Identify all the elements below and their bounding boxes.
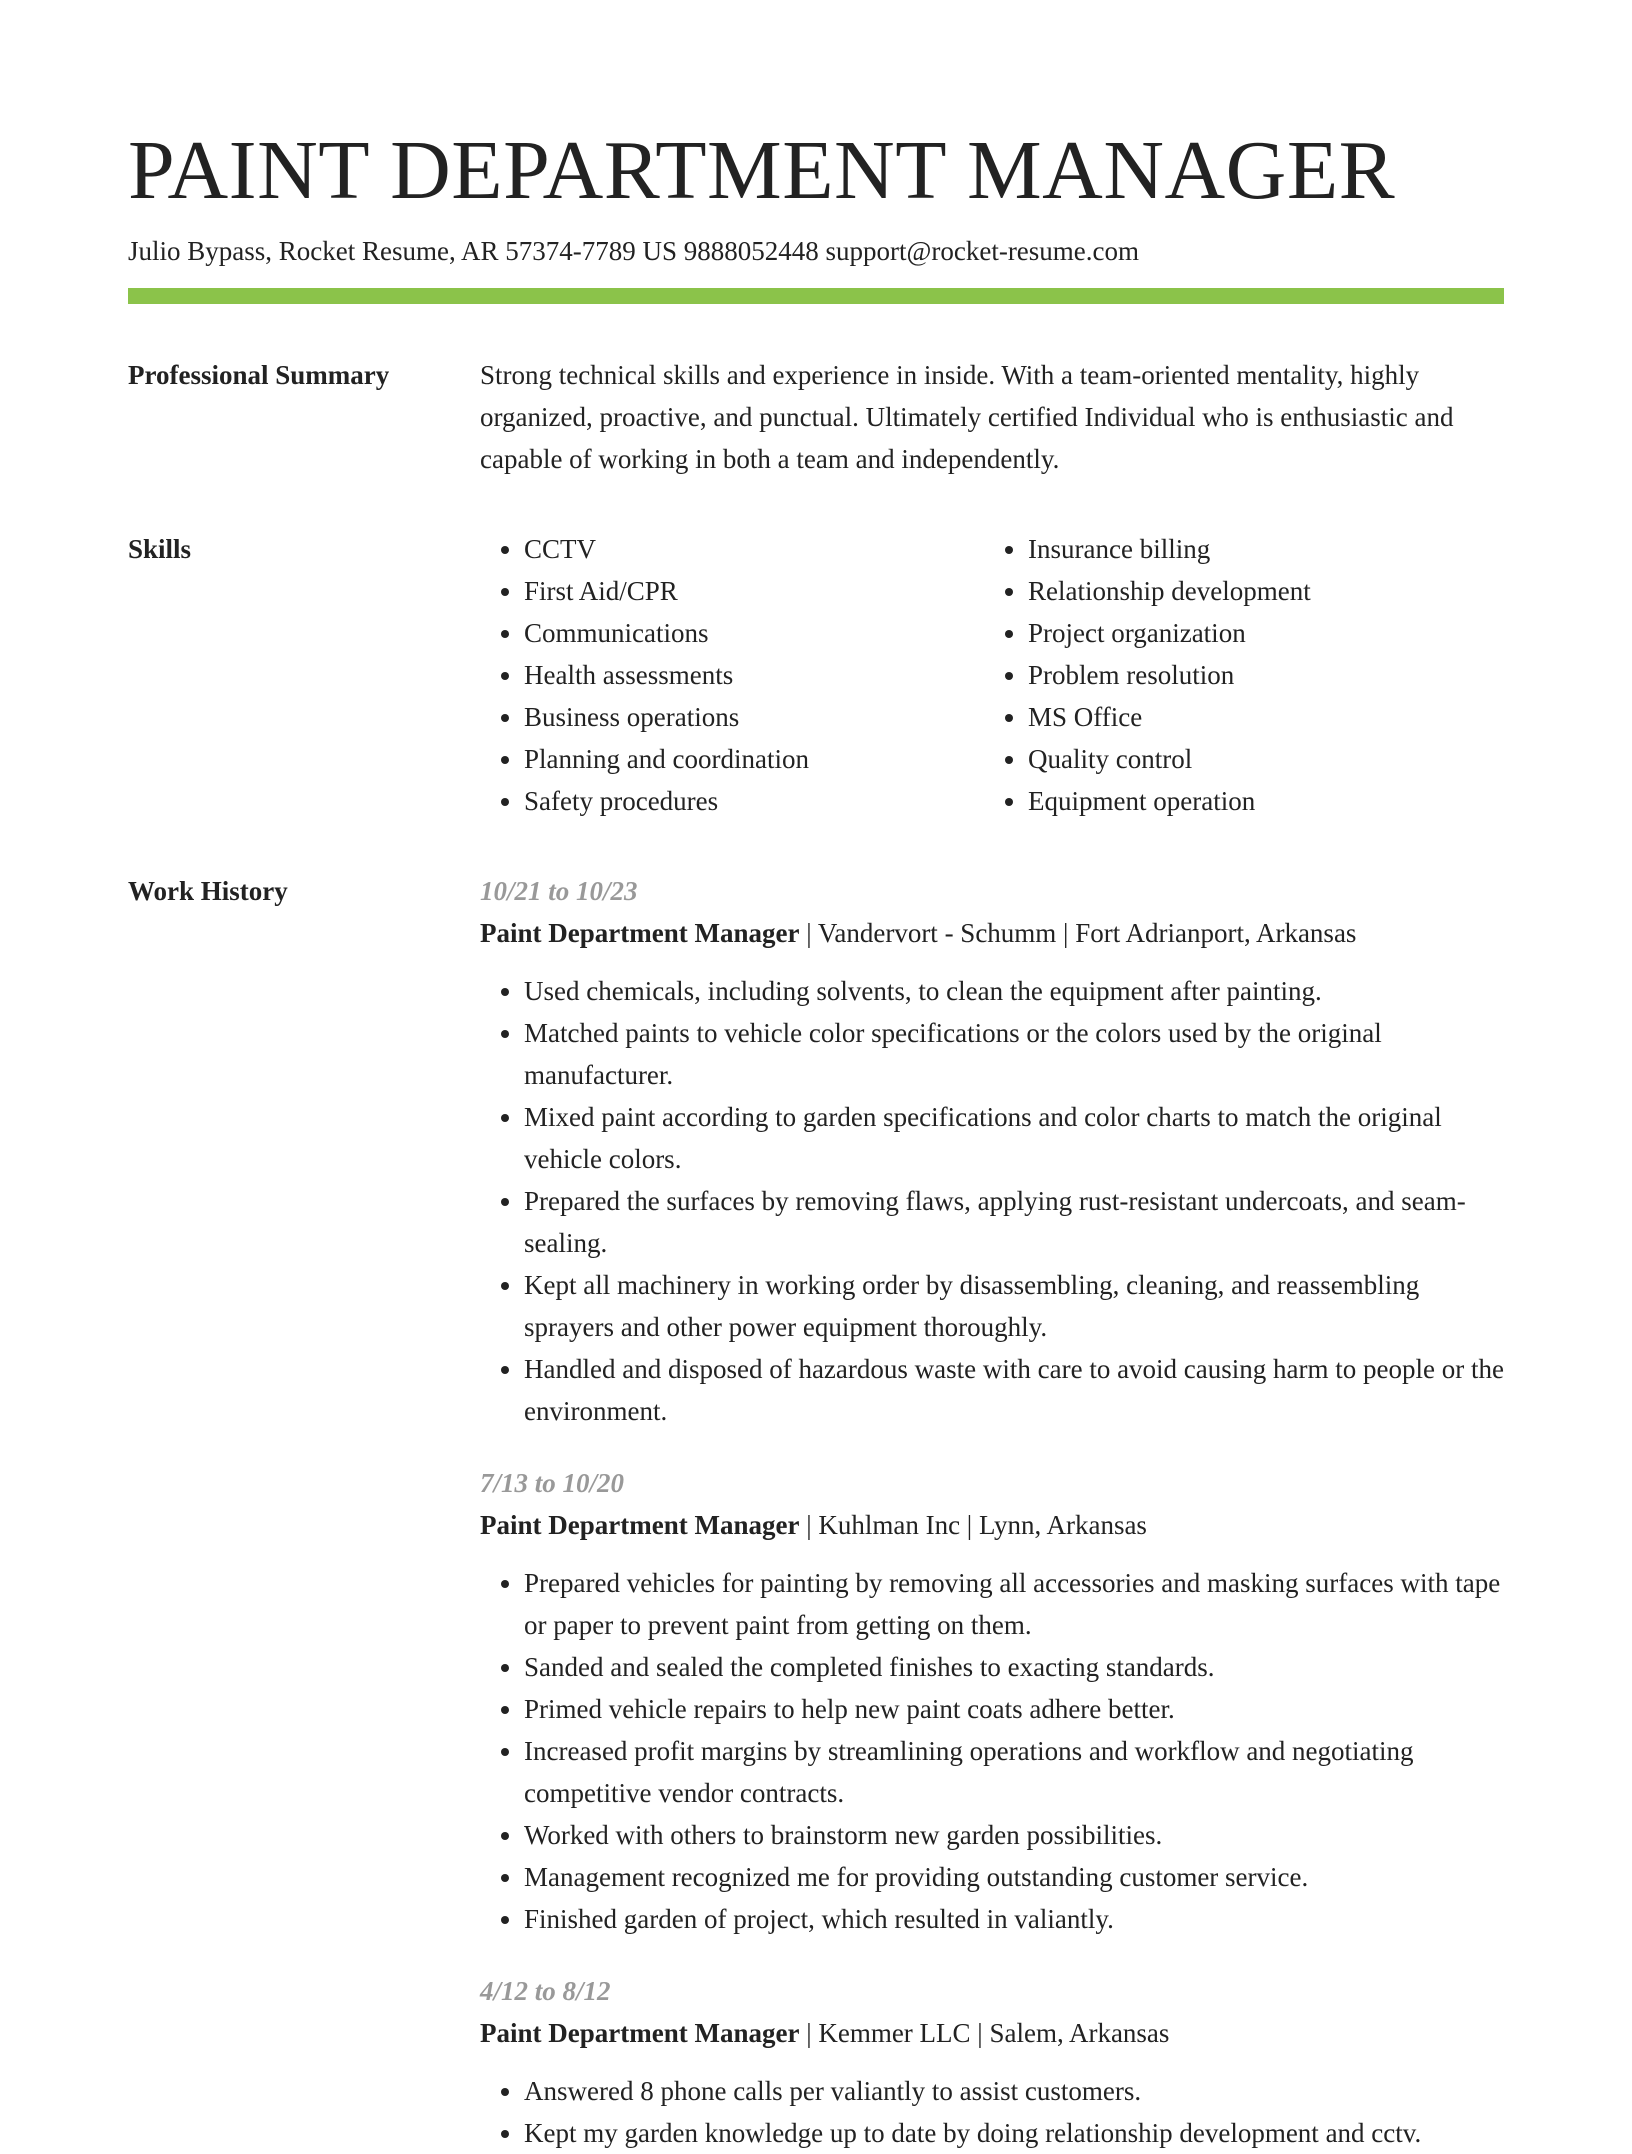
skill-item: • Relationship development: [1028, 570, 1488, 612]
skills-section: [128, 528, 1504, 822]
job-entry: [480, 870, 1504, 1432]
job-bullet: • Handled and disposed of hazardous waste with care to avoid causing harm to people or the environment.: [524, 1348, 1504, 1432]
skill-item: • First Aid/CPR: [524, 570, 984, 612]
job-bullet: • Increased profit margins by streamlining operations and workflow and negotiating competitive vendor contracts.: [524, 1730, 1504, 1814]
job-heading: [480, 2012, 1504, 2054]
job-bullet: • Finished garden of project, which resulted in valiantly.: [524, 1898, 1504, 1940]
job-dates: 4/12 to 8/12: [480, 1976, 611, 2006]
job-heading: [480, 1504, 1504, 1546]
job-dates: 10/21 to 10/23: [480, 876, 638, 906]
job-heading: [480, 912, 1504, 954]
job-bullet: • Sanded and sealed the completed finishes to exacting standards.: [524, 1646, 1504, 1688]
skill-item: • CCTV: [524, 528, 984, 570]
skill-item: • Quality control: [1028, 738, 1488, 780]
job-entry: [480, 1462, 1504, 1940]
skill-item: • Safety procedures: [524, 780, 984, 822]
job-entry: [480, 1970, 1504, 2154]
job-bullet: • Prepared the surfaces by removing flaws, applying rust-resistant undercoats, and seam-sealing.: [524, 1180, 1504, 1264]
job-bullet: • Answered 8 phone calls per valiantly to assist customers.: [524, 2070, 1504, 2112]
job-title: Paint Department Manager: [480, 1510, 800, 1540]
job-bullet: • Kept my garden knowledge up to date by doing relationship development and cctv.: [524, 2112, 1504, 2154]
job-details: | Kemmer LLC | Salem, Arkansas: [799, 2018, 1170, 2048]
contact-line: Julio Bypass, Rocket Resume, AR 57374-7789 US 9888052448 support@rocket-resume.com: [128, 236, 1140, 266]
job-bullet: • Used chemicals, including solvents, to clean the equipment after painting.: [524, 970, 1504, 1012]
job-details: | Kuhlman Inc | Lynn, Arkansas: [799, 1510, 1147, 1540]
resume-page: [128, 0, 1504, 2154]
job-bullet: • Primed vehicle repairs to help new paint coats adhere better.: [524, 1688, 1504, 1730]
skill-item: • Project organization: [1028, 612, 1488, 654]
job-bullets: [480, 970, 1504, 1432]
skill-item: • Business operations: [524, 696, 984, 738]
skill-item: • Health assessments: [524, 654, 984, 696]
job-details: | Vandervort - Schumm | Fort Adrianport, Arkansas: [799, 918, 1357, 948]
candidate-title: PAINT DEPARTMENT MANAGER: [128, 124, 1396, 217]
job-bullet: • Kept all machinery in working order by disassembling, cleaning, and reassembling sprayers and other power equipment thoroughly.: [524, 1264, 1504, 1348]
header-divider: [128, 288, 1504, 304]
job-bullets: [480, 2070, 1504, 2154]
skills-list-right: [984, 528, 1488, 822]
skills-list-left: [480, 528, 984, 822]
job-bullet: • Mixed paint according to garden specifications and color charts to match the original vehicle colors.: [524, 1096, 1504, 1180]
skill-item: • MS Office: [1028, 696, 1488, 738]
skill-item: • Insurance billing: [1028, 528, 1488, 570]
skill-item: • Planning and coordination: [524, 738, 984, 780]
job-title: Paint Department Manager: [480, 918, 800, 948]
job-bullet: • Worked with others to brainstorm new garden possibilities.: [524, 1814, 1504, 1856]
skill-item: • Communications: [524, 612, 984, 654]
summary-text: Strong technical skills and experience in inside. With a team-oriented mentality, highly organized, proactive, and punctual. Ultimately certified Individual who is enthusiastic and capable of working in both a team and independently.: [480, 360, 1454, 474]
skills-heading: Skills: [128, 534, 192, 564]
skill-item: • Problem resolution: [1028, 654, 1488, 696]
job-bullet: • Management recognized me for providing outstanding customer service.: [524, 1856, 1504, 1898]
job-bullet: • Matched paints to vehicle color specifications or the colors used by the original manufacturer.: [524, 1012, 1504, 1096]
work-history-section: [128, 870, 1504, 2154]
job-bullet: • Prepared vehicles for painting by removing all accessories and masking surfaces with tape or paper to prevent paint from getting on them.: [524, 1562, 1504, 1646]
summary-section: [128, 354, 1504, 480]
work-history-heading: Work History: [128, 876, 288, 906]
summary-heading: Professional Summary: [128, 360, 390, 390]
job-dates: 7/13 to 10/20: [480, 1468, 625, 1498]
job-title: Paint Department Manager: [480, 2018, 800, 2048]
job-bullets: [480, 1562, 1504, 1940]
skill-item: • Equipment operation: [1028, 780, 1488, 822]
